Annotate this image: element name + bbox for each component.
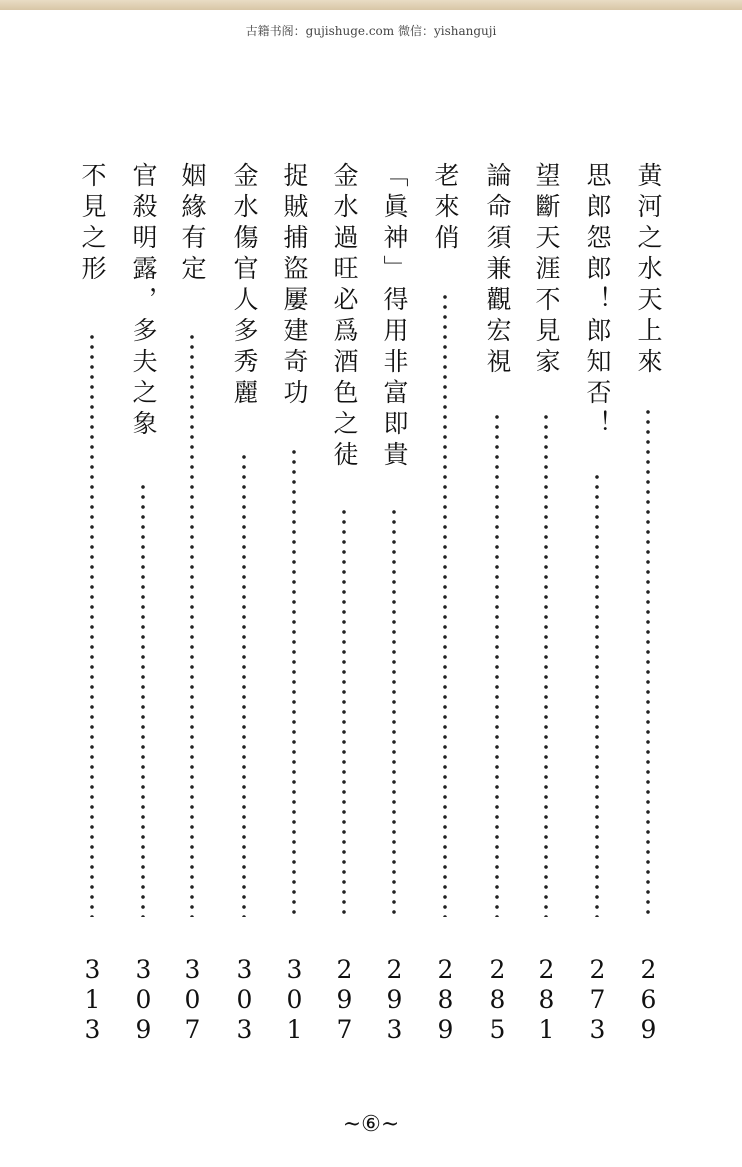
dot-leader [438, 292, 452, 917]
toc-entry [274, 162, 314, 1047]
entry-page-number: 289 [431, 954, 460, 1045]
entry-page-number: 281 [532, 954, 561, 1045]
toc-entry [324, 162, 364, 1047]
entry-title: 黄河之水天上來 [634, 162, 663, 379]
dot-leader [337, 507, 351, 917]
entry-page-number: 293 [380, 954, 409, 1045]
dot-leader [85, 332, 99, 917]
entry-page-number: 297 [330, 954, 359, 1045]
entry-title: 金水傷官人多秀麗 [230, 162, 259, 410]
toc-entry [374, 162, 414, 1047]
entry-page-number: 285 [483, 954, 512, 1045]
entry-title: 論命須兼觀宏視 [483, 162, 512, 379]
entry-page-number: 273 [583, 954, 612, 1045]
toc-entry [425, 162, 465, 1047]
entry-title: 望斷天涯不見家 [532, 162, 561, 379]
entry-page-number: 303 [230, 954, 259, 1045]
watermark-text: 古籍书阁：gujishuge.com 微信：yishanguji [245, 24, 497, 38]
dot-leader [641, 407, 655, 917]
toc-entry [123, 162, 163, 1047]
toc-entry [577, 162, 617, 1047]
dot-leader [590, 472, 604, 917]
entry-title: 不見之形 [78, 162, 107, 286]
entry-title: 「眞神」得用非富即貴 [380, 162, 409, 472]
entry-page-number: 301 [280, 954, 309, 1045]
toc-entry [172, 162, 212, 1047]
entry-page-number: 309 [129, 954, 158, 1045]
entry-title: 官殺明露，多夫之象 [129, 162, 158, 441]
entry-title: 老來俏 [431, 162, 460, 255]
dot-leader [136, 482, 150, 917]
entry-page-number: 307 [178, 954, 207, 1045]
top-border-band [0, 0, 742, 10]
dot-leader [237, 452, 251, 917]
toc-entry [628, 162, 668, 1047]
entry-page-number: 269 [634, 954, 663, 1045]
toc-entry [72, 162, 112, 1047]
dot-leader [185, 332, 199, 917]
dot-leader [539, 412, 553, 917]
toc-entry [526, 162, 566, 1047]
toc-entry [224, 162, 264, 1047]
entry-title: 捉賊捕盜屢建奇功 [280, 162, 309, 410]
entry-title: 姻緣有定 [178, 162, 207, 286]
entry-page-number: 313 [78, 954, 107, 1045]
dot-leader [490, 412, 504, 917]
toc-entry [477, 162, 517, 1047]
entry-title: 思郎怨郎！郎知否！ [583, 162, 612, 441]
dot-leader [287, 447, 301, 917]
page-folio: ~⑥~ [342, 1112, 400, 1137]
entry-title: 金水過旺必爲酒色之徒 [330, 162, 359, 472]
dot-leader [387, 507, 401, 917]
